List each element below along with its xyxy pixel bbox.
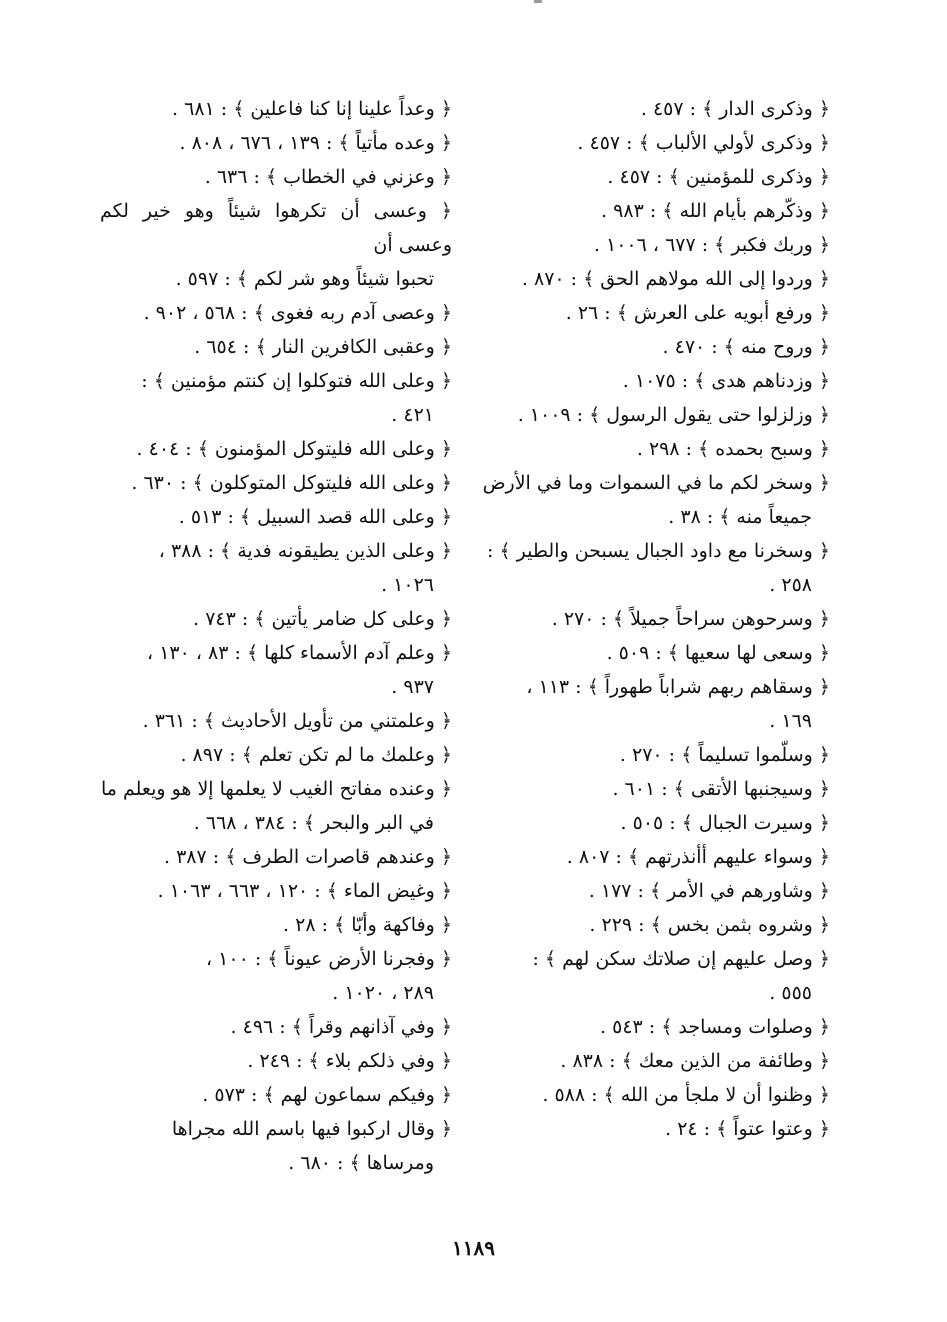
index-entry-text: ﴿ وسواء عليهم أأنذرتهم ﴾ : ٨٠٧ . bbox=[566, 846, 830, 868]
index-entry-text: ﴿ ورفع أبويه على العرش ﴾ : ٢٦ . bbox=[565, 302, 830, 324]
index-entry-text: ﴿ وعلى الله قصد السبيل ﴾ : ٥١٣ . bbox=[178, 506, 452, 528]
index-entry-text: ﴿ وذكرى لأولي الألباب ﴾ : ٤٥٧ . bbox=[577, 132, 830, 154]
index-entry bbox=[470, 772, 830, 806]
index-entry bbox=[100, 432, 452, 466]
index-entry-text: ﴿ وعصى آدم ربه فغوى ﴾ : ٥٦٨ ، ٩٠٢ . bbox=[143, 302, 452, 324]
index-entry bbox=[100, 1044, 452, 1078]
index-entry-text: ﴿ وسلّموا تسليماً ﴾ : ٢٧٠ . bbox=[619, 744, 830, 766]
index-entry-text: ﴿ وشروه بثمن بخس ﴾ : ٢٢٩ . bbox=[589, 914, 830, 936]
index-entry-text: ﴿ وقال اركبوا فيها باسم الله مجراها bbox=[171, 1118, 452, 1140]
index-entry bbox=[100, 1078, 452, 1112]
index-entry bbox=[470, 942, 830, 1010]
index-entry-text: ﴿ وصلوات ومساجد ﴾ : ٥٤٣ . bbox=[600, 1016, 830, 1038]
index-entry bbox=[470, 1044, 830, 1078]
index-entry-text: ﴿ وعتوا عتواً ﴾ : ٢٤ . bbox=[665, 1118, 830, 1140]
index-entry-continuation: ١٠٢٦ . bbox=[381, 574, 434, 596]
index-entry-text: ﴿ وفي آذانهم وقراً ﴾ : ٤٩٦ . bbox=[230, 1016, 452, 1038]
index-entry-text: ﴿ وعنده مفاتح الغيب لا يعلمها إلا هو ويعلم ما bbox=[100, 778, 452, 800]
index-entry-text: ﴿ وزلزلوا حتى يقول الرسول ﴾ : ١٠٠٩ . bbox=[517, 404, 830, 426]
index-entry bbox=[470, 670, 830, 738]
index-entry-text: ﴿ وعلمتني من تأويل الأحاديث ﴾ : ٣٦١ . bbox=[142, 710, 452, 732]
index-entry bbox=[470, 228, 830, 262]
index-entry bbox=[470, 738, 830, 772]
index-entry bbox=[100, 194, 452, 296]
index-entry-text: ﴿ وعلم آدم الأسماء كلها ﴾ : ٨٣ ، ١٣٠ ، bbox=[147, 642, 452, 664]
index-entry-text: ﴿ وشاورهم في الأمر ﴾ : ١٧٧ . bbox=[588, 880, 830, 902]
index-entry bbox=[100, 364, 452, 432]
index-entry bbox=[470, 364, 830, 398]
index-entry bbox=[470, 398, 830, 432]
index-entry bbox=[470, 1112, 830, 1146]
index-entry-text: ﴿ وعلى الله فليتوكل المؤمنون ﴾ : ٤٠٤ . bbox=[136, 438, 452, 460]
index-entry-text: ﴿ وصل عليهم إن صلاتك سكن لهم ﴾ : bbox=[532, 948, 830, 970]
index-entry-text: ﴿ وسخر لكم ما في السموات وما في الأرض bbox=[482, 472, 830, 494]
index-entry-text: ﴿ وذكّرهم بأيام الله ﴾ : ٩٨٣ . bbox=[601, 200, 830, 222]
index-entry bbox=[100, 330, 452, 364]
index-entry bbox=[100, 126, 452, 160]
index-entry-continuation: ٢٥٨ . bbox=[769, 574, 812, 596]
index-entry-continuation: ٩٣٧ . bbox=[391, 676, 434, 698]
index-entry bbox=[100, 636, 452, 704]
index-entry-text: ﴿ وفاكهة وأبّا ﴾ : ٢٨ . bbox=[283, 914, 452, 936]
index-entry-text: ﴿ وعزني في الخطاب ﴾ : ٦٣٦ . bbox=[204, 166, 452, 188]
index-entry bbox=[470, 636, 830, 670]
index-entry bbox=[470, 534, 830, 602]
index-entry-continuation: ٥٥٥ . bbox=[769, 982, 812, 1004]
index-entry-text: ﴿ وعلى الله فتوكلوا إن كنتم مؤمنين ﴾ : bbox=[141, 370, 452, 392]
index-entry-text: ﴿ وطائفة من الذين معك ﴾ : ٨٣٨ . bbox=[560, 1050, 830, 1072]
index-entry-text: ﴿ وفجرنا الأرض عيوناً ﴾ : ١٠٠ ، bbox=[205, 948, 452, 970]
index-entry-text: ﴿ وظنوا أن لا ملجأ من الله ﴾ : ٥٨٨ . bbox=[542, 1084, 830, 1106]
index-entry bbox=[100, 738, 452, 772]
index-column-right bbox=[470, 92, 830, 1146]
index-entry bbox=[100, 874, 452, 908]
index-entry bbox=[100, 92, 452, 126]
index-entry bbox=[470, 432, 830, 466]
index-column-left bbox=[100, 92, 452, 1180]
index-entry bbox=[470, 262, 830, 296]
index-entry-text: ﴿ وسيجنبها الأتقى ﴾ : ٦٠١ . bbox=[612, 778, 830, 800]
index-entry-text: ﴿ وسيرت الجبال ﴾ : ٥٠٥ . bbox=[620, 812, 830, 834]
index-entry-text: ﴿ وعلى الله فليتوكل المتوكلون ﴾ : ٦٣٠ . bbox=[131, 472, 452, 494]
index-entry-text: ﴿ وربك فكبر ﴾ : ٦٧٧ ، ١٠٠٦ . bbox=[593, 234, 830, 256]
scan-mark bbox=[534, 0, 542, 3]
index-entry bbox=[470, 908, 830, 942]
index-entry bbox=[100, 296, 452, 330]
index-entry bbox=[470, 1078, 830, 1112]
index-entry bbox=[100, 160, 452, 194]
index-entry-continuation: ١٦٩ . bbox=[769, 710, 812, 732]
index-entry-text: ﴿ وغيض الماء ﴾ : ١٢٠ ، ٦٦٣ ، ١٠٦٣ . bbox=[157, 880, 452, 902]
index-entry-text: ﴿ وردوا إلى الله مولاهم الحق ﴾ : ٨٧٠ . bbox=[521, 268, 830, 290]
index-entry bbox=[100, 1112, 452, 1180]
index-entry bbox=[470, 806, 830, 840]
index-entry-text: ﴿ وعسى أن تكرهوا شيئاً وهو خير لكم وعسى أن bbox=[100, 200, 452, 256]
index-entry-text: ﴿ وذكرى الدار ﴾ : ٤٥٧ . bbox=[640, 98, 830, 120]
index-entry bbox=[470, 466, 830, 534]
index-entry-continuation: في البر والبحر ﴾ : ٣٨٤ ، ٦٦٨ . bbox=[193, 812, 434, 834]
index-entry bbox=[470, 92, 830, 126]
index-entry-text: ﴿ وسبح بحمده ﴾ : ٢٩٨ . bbox=[636, 438, 830, 460]
index-entry-text: ﴿ وذكرى للمؤمنين ﴾ : ٤٥٧ . bbox=[607, 166, 830, 188]
index-entry-text: ﴿ وعقبى الكافرين النار ﴾ : ٦٥٤ . bbox=[194, 336, 452, 358]
index-entry-text: ﴿ وعندهم قاصرات الطرف ﴾ : ٣٨٧ . bbox=[164, 846, 452, 868]
index-entry bbox=[100, 534, 452, 602]
index-entry-text: ﴿ وعداً علينا إنا كنا فاعلين ﴾ : ٦٨١ . bbox=[172, 98, 452, 120]
index-entry-text: ﴿ وزدناهم هدى ﴾ : ١٠٧٥ . bbox=[622, 370, 830, 392]
index-entry-text: ﴿ وسقاهم ربهم شراباً طهوراً ﴾ : ١١٣ ، bbox=[526, 676, 830, 698]
index-entry-text: ﴿ وفي ذلكم بلاء ﴾ : ٢٤٩ . bbox=[247, 1050, 452, 1072]
index-entry bbox=[100, 908, 452, 942]
index-entry bbox=[470, 602, 830, 636]
index-entry bbox=[470, 874, 830, 908]
index-entry bbox=[100, 840, 452, 874]
index-entry bbox=[100, 500, 452, 534]
index-entry bbox=[470, 1010, 830, 1044]
index-entry bbox=[470, 194, 830, 228]
index-entry-text: ﴿ وسخرنا مع داود الجبال يسبحن والطير ﴾ : bbox=[487, 540, 830, 562]
index-entry bbox=[470, 840, 830, 874]
index-entry-continuation: جميعاً منه ﴾ : ٣٨ . bbox=[668, 506, 812, 528]
index-entry bbox=[470, 330, 830, 364]
page-number: ١١٨٩ bbox=[452, 1236, 495, 1260]
index-entry-continuation: ومرساها ﴾ : ٦٨٠ . bbox=[288, 1152, 434, 1174]
index-entry-continuation: ٤٢١ . bbox=[391, 404, 434, 426]
index-entry bbox=[100, 602, 452, 636]
index-entry-text: ﴿ وعلى الذين يطيقونه فدية ﴾ : ٣٨٨ ، bbox=[158, 540, 452, 562]
index-entry bbox=[470, 296, 830, 330]
index-entry bbox=[100, 704, 452, 738]
index-entry-text: ﴿ وعلى كل ضامر يأتين ﴾ : ٧٤٣ . bbox=[193, 608, 452, 630]
index-entry bbox=[100, 942, 452, 1010]
index-entry-text: ﴿ وروح منه ﴾ : ٤٧٠ . bbox=[662, 336, 830, 358]
index-entry bbox=[470, 126, 830, 160]
index-entry bbox=[100, 1010, 452, 1044]
index-entry-text: ﴿ وسعى لها سعيها ﴾ : ٥٠٩ . bbox=[606, 642, 830, 664]
index-entry-text: ﴿ وعلمك ما لم تكن تعلم ﴾ : ٨٩٧ . bbox=[180, 744, 452, 766]
index-entry-continuation: تحبوا شيئاً وهو شر لكم ﴾ : ٥٩٧ . bbox=[175, 268, 434, 290]
index-entry-text: ﴿ وسرحوهن سراحاً جميلاً ﴾ : ٢٧٠ . bbox=[551, 608, 830, 630]
index-entry-text: ﴿ وعده مأتياً ﴾ : ١٣٩ ، ٦٧٦ ، ٨٠٨ . bbox=[179, 132, 452, 154]
index-entry bbox=[100, 772, 452, 840]
index-entry-continuation: ٢٨٩ ، ١٠٢٠ . bbox=[332, 982, 434, 1004]
index-entry bbox=[470, 160, 830, 194]
index-entry-text: ﴿ وفيكم سماعون لهم ﴾ : ٥٧٣ . bbox=[202, 1084, 452, 1106]
index-entry bbox=[100, 466, 452, 500]
